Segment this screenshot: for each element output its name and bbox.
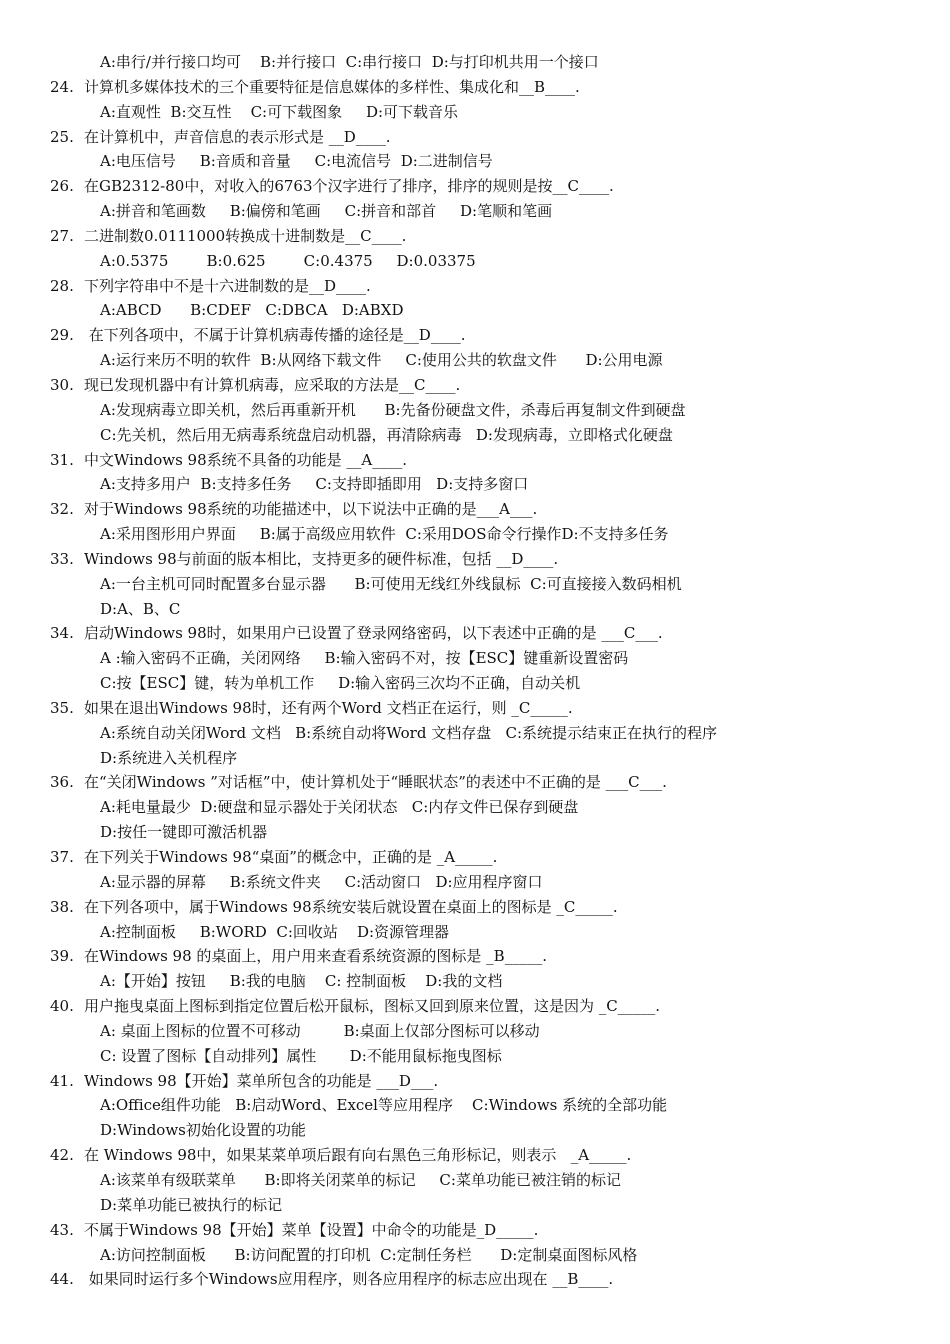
options-text: C: 设置了图标【自动排列】属性 D:不能用鼠标拖曳图标	[100, 1046, 502, 1065]
question-line	[0, 845, 950, 870]
options-line	[0, 870, 950, 895]
question-text: Windows 98【开始】菜单所包含的功能是 ___D___.	[84, 1071, 439, 1090]
options-line	[0, 795, 950, 820]
options-text: D:按任一键即可激活机器	[100, 823, 268, 842]
question-line	[0, 1069, 950, 1094]
question-line	[0, 696, 950, 721]
options-line	[0, 298, 950, 323]
options-line	[0, 348, 950, 373]
options-line	[0, 671, 950, 696]
document-page	[0, 50, 950, 1292]
question-text: 在“关闭Windows ”对话框”中，使计算机处于“睡眠状态”的表述中不正确的是 ___C___.	[84, 773, 667, 792]
options-line	[0, 820, 950, 845]
question-text: 现已发现机器中有计算机病毒，应采取的方法是__C____.	[84, 375, 461, 394]
question-number: 41.	[50, 1071, 74, 1090]
question-number: 25.	[50, 127, 74, 146]
options-text: C:先关机，然后用无病毒系统盘启动机器，再清除病毒 D:发现病毒，立即格式化硬盘	[100, 425, 673, 444]
question-line	[0, 373, 950, 398]
options-text: C:按【ESC】键，转为单机工作 D:输入密码三次均不正确，自动关机	[100, 674, 581, 693]
question-line	[0, 547, 950, 572]
options-text: A:运行来历不明的软件 B:从网络下载文件 C:使用公共的软盘文件 D:公用电源	[100, 351, 663, 370]
question-text: 在下列各项中，属于Windows 98系统安装后就设置在桌面上的图标是 _C_____.	[84, 897, 618, 916]
question-line	[0, 323, 950, 348]
question-line	[0, 448, 950, 473]
options-text: A:系统自动关闭Word 文档 B:系统自动将Word 文档存盘 C:系统提示结束正在执行的程序	[100, 723, 718, 742]
options-line	[0, 572, 950, 597]
options-line	[0, 398, 950, 423]
options-text: D:Windows初始化设置的功能	[100, 1121, 306, 1140]
question-line	[0, 944, 950, 969]
options-line	[0, 969, 950, 994]
question-line	[0, 1267, 950, 1292]
question-number: 36.	[50, 773, 74, 792]
question-line	[0, 1143, 950, 1168]
options-text: A:直观性 B:交互性 C:可下载图象 D:可下载音乐	[100, 102, 459, 121]
options-line	[0, 1193, 950, 1218]
question-line	[0, 75, 950, 100]
options-line	[0, 1093, 950, 1118]
options-line	[0, 1168, 950, 1193]
question-line	[0, 994, 950, 1019]
question-number: 43.	[50, 1220, 74, 1239]
question-number: 31.	[50, 450, 74, 469]
question-line	[0, 770, 950, 795]
options-text: D:菜单功能已被执行的标记	[100, 1195, 283, 1214]
question-number: 39.	[50, 947, 74, 966]
question-line	[0, 174, 950, 199]
question-line	[0, 224, 950, 249]
question-text: 如果在退出Windows 98时，还有两个Word 文档正在运行，则 _C_____.	[84, 698, 573, 717]
question-text: 不属于Windows 98【开始】菜单【设置】中命令的功能是_D_____.	[84, 1220, 539, 1239]
question-number: 30.	[50, 375, 74, 394]
question-line	[0, 621, 950, 646]
question-number: 29.	[50, 326, 74, 345]
question-text: 在下列各项中，不属于计算机病毒传播的途径是__D____.	[84, 326, 466, 345]
question-text: 在Windows 98 的桌面上，用户用来查看系统资源的图标是 _B_____.	[84, 947, 547, 966]
question-line	[0, 1218, 950, 1243]
question-number: 42.	[50, 1146, 74, 1165]
options-text: A:电压信号 B:音质和音量 C:电流信号 D:二进制信号	[100, 152, 493, 171]
question-text: 在计算机中，声音信息的表示形式是 __D____.	[84, 127, 391, 146]
question-text: 启动Windows 98时，如果用户已设置了登录网络密码，以下表述中正确的是 ___C___.	[84, 624, 663, 643]
question-text: 二进制数0.0111000转换成十进制数是__C____.	[84, 226, 407, 245]
options-line	[0, 597, 950, 622]
question-text: 在 Windows 98中，如果某菜单项后跟有向右黑色三角形标记，则表示 _A_____.	[84, 1146, 632, 1165]
question-number: 24.	[50, 77, 74, 96]
question-text: 在下列关于Windows 98“桌面”的概念中，正确的是 _A_____.	[84, 848, 498, 866]
options-line	[0, 50, 950, 75]
options-text: A:拼音和笔画数 B:偏傍和笔画 C:拼音和部首 D:笔顺和笔画	[100, 202, 553, 221]
question-number: 34.	[50, 624, 74, 643]
question-number: 27.	[50, 226, 74, 245]
options-text: A:Office组件功能 B:启动Word、Excel等应用程序 C:Windows 系统的全部功能	[100, 1096, 668, 1115]
options-line	[0, 721, 950, 746]
options-text: A: 桌面上图标的位置不可移动 B:桌面上仅部分图标可以移动	[100, 1021, 540, 1040]
options-text: A:一台主机可同时配置多台显示器 B:可使用无线红外线鼠标 C:可直接接入数码相机	[100, 574, 682, 593]
question-number: 28.	[50, 276, 74, 295]
question-number: 44.	[50, 1270, 74, 1289]
question-text: 下列字符串中不是十六进制数的是__D____.	[84, 276, 371, 295]
options-text: A:耗电量最少 D:硬盘和显示器处于关闭状态 C:内存文件已保存到硬盘	[100, 798, 579, 817]
question-line	[0, 125, 950, 150]
options-line	[0, 472, 950, 497]
options-text: D:系统进入关机程序	[100, 748, 238, 767]
options-text: A:显示器的屏幕 B:系统文件夹 C:活动窗口 D:应用程序窗口	[100, 872, 543, 891]
options-text: A:ABCD B:CDEF C:DBCA D:ABXD	[100, 301, 404, 320]
options-line	[0, 746, 950, 771]
question-number: 38.	[50, 897, 74, 916]
options-text: D:A、B、C	[100, 599, 181, 618]
question-number: 35.	[50, 698, 74, 717]
options-text: A:发现病毒立即关机，然后再重新开机 B:先备份硬盘文件，杀毒后再复制文件到硬盘	[100, 400, 686, 419]
options-line	[0, 423, 950, 448]
options-text: A:控制面板 B:WORD C:回收站 D:资源管理器	[100, 922, 450, 941]
question-number: 40.	[50, 997, 74, 1016]
options-line	[0, 149, 950, 174]
options-text: A:0.5375 B:0.625 C:0.4375 D:0.03375	[100, 251, 476, 270]
question-line	[0, 895, 950, 920]
question-text: 如果同时运行多个Windows应用程序，则各应用程序的标志应出现在 __B____.	[84, 1270, 614, 1289]
question-text: Windows 98与前面的版本相比，支持更多的硬件标准，包括 __D____.	[84, 549, 559, 568]
question-line	[0, 274, 950, 299]
question-number: 26.	[50, 177, 74, 196]
options-line	[0, 522, 950, 547]
question-number: 33.	[50, 549, 74, 568]
options-text: A:支持多用户 B:支持多任务 C:支持即插即用 D:支持多窗口	[100, 475, 529, 494]
options-line	[0, 1243, 950, 1268]
question-text: 在GB2312-80中，对收入的6763个汉字进行了排序，排序的规则是按__C____.	[84, 177, 614, 196]
question-number: 32.	[50, 500, 74, 519]
options-text: A:串行/并行接口均可 B:并行接口 C:串行接口 D:与打印机共用一个接口	[100, 53, 599, 71]
options-line	[0, 1118, 950, 1143]
options-text: A :输入密码不正确，关闭网络 B:输入密码不对，按【ESC】键重新设置密码	[100, 649, 629, 668]
options-line	[0, 249, 950, 274]
question-number: 37.	[50, 848, 74, 866]
options-text: A:采用图形用户界面 B:属于高级应用软件 C:采用DOS命令行操作D:不支持多任务	[100, 525, 669, 544]
question-text: 中文Windows 98系统不具备的功能是 __A____.	[84, 450, 408, 469]
options-text: A:【开始】按钮 B:我的电脑 C: 控制面板 D:我的文档	[100, 972, 503, 991]
question-text: 计算机多媒体技术的三个重要特征是信息媒体的多样性、集成化和__B____.	[84, 77, 580, 96]
question-text: 对于Windows 98系统的功能描述中，以下说法中正确的是___A___.	[84, 500, 538, 519]
options-line	[0, 100, 950, 125]
options-line	[0, 920, 950, 945]
options-line	[0, 1019, 950, 1044]
options-line	[0, 1044, 950, 1069]
options-text: A:访问控制面板 B:访问配置的打印机 C:定制任务栏 D:定制桌面图标风格	[100, 1245, 638, 1264]
question-text: 用户拖曳桌面上图标到指定位置后松开鼠标，图标又回到原来位置，这是因为 _C_____.	[84, 997, 661, 1016]
question-line	[0, 497, 950, 522]
options-line	[0, 199, 950, 224]
options-line	[0, 646, 950, 671]
options-text: A:该菜单有级联菜单 B:即将关闭菜单的标记 C:菜单功能已被注销的标记	[100, 1170, 621, 1189]
